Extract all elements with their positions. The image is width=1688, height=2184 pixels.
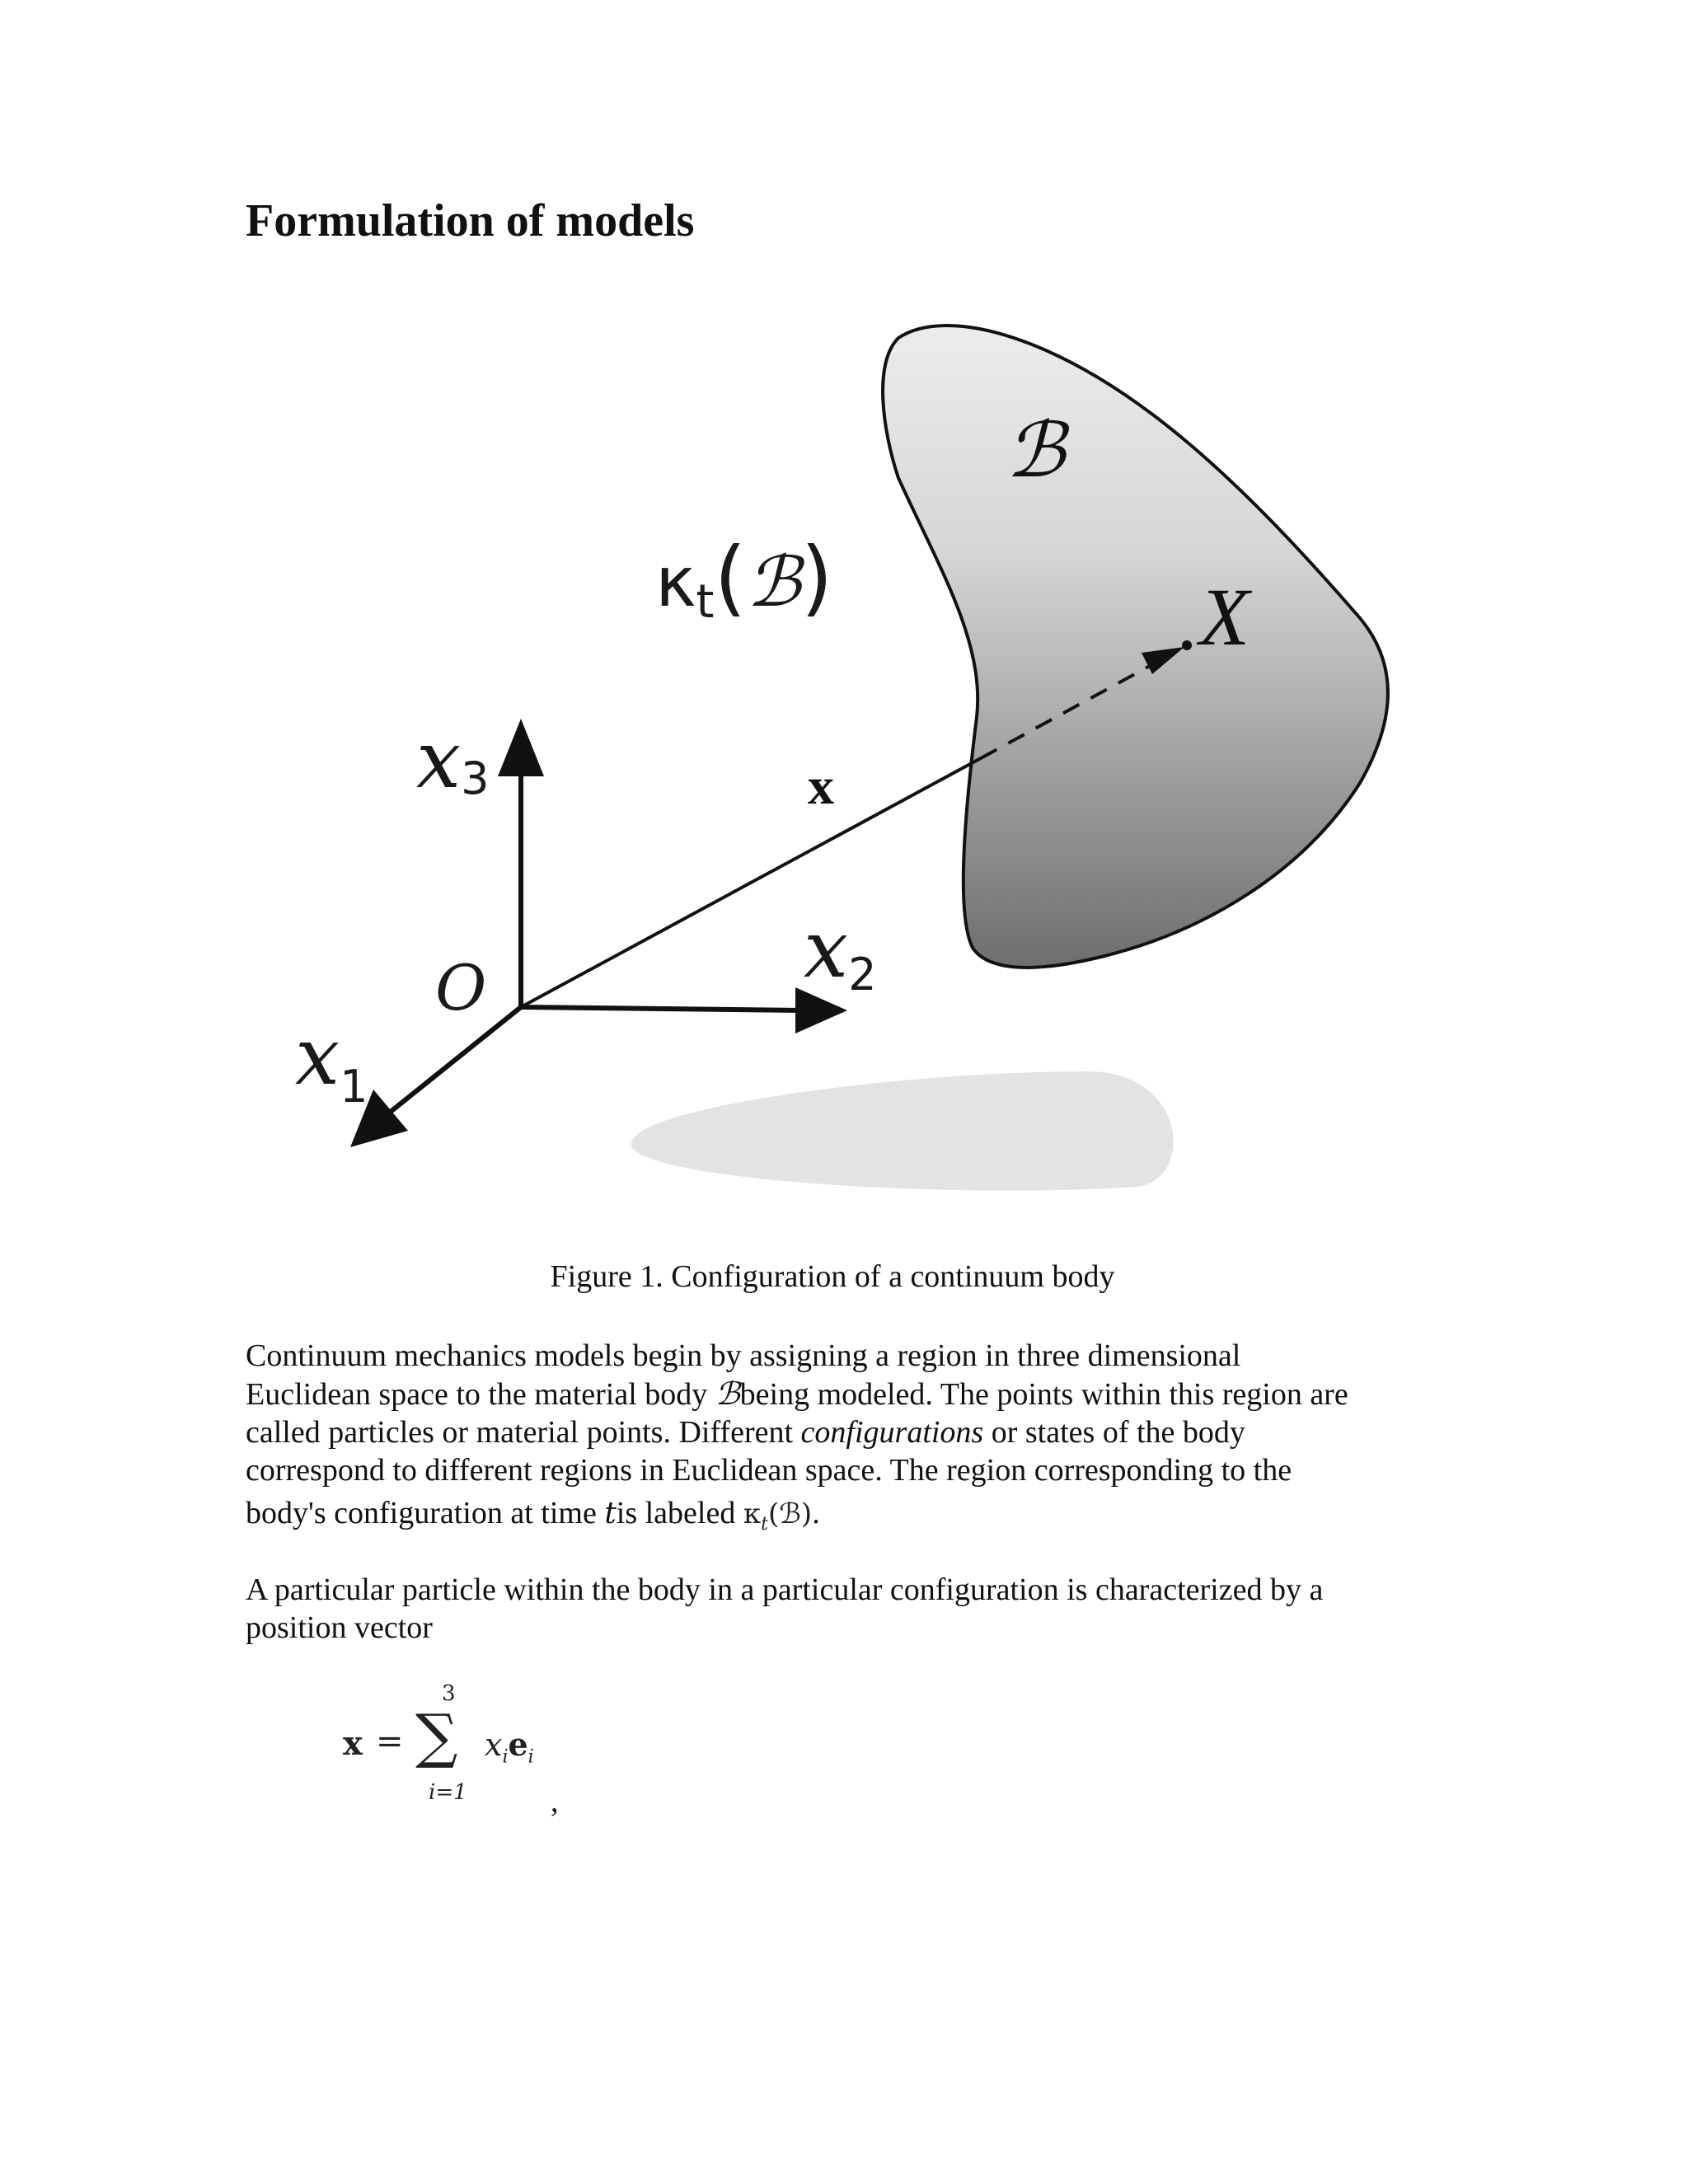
configuration-open-paren: ( [714,529,747,626]
body-symbol: ℬ [715,1376,740,1412]
point-label: X [1199,571,1250,663]
equation-term [485,1726,534,1768]
text-run: being modeled. The points within this region are [739,1377,1348,1412]
axis-x1-name: x [295,1010,340,1103]
axis-x1-sub: 1 [340,1061,368,1113]
position-vector-equation [340,1681,603,1821]
paragraph-line [246,1375,1465,1413]
term-e-sub: i [528,1746,534,1768]
paragraph-line: correspond to different regions in Euclidean space. The region corresponding to the [246,1453,1292,1488]
paragraph-line: A particular particle within the body in a particular configuration is characterized by a [246,1572,1324,1607]
paragraph-configurations [246,1337,1465,1544]
configuration-arg: ℬ [746,541,801,622]
kappa-argument: (ℬ) [767,1497,813,1530]
equation-equals: = [376,1722,404,1760]
text-run: called particles or material points. Different [246,1415,801,1450]
paragraph-line: Continuum mechanics models begin by assigning a region in three dimensional [246,1338,1241,1373]
body-shadow [631,1071,1174,1191]
text-run: body's configuration at time [246,1496,605,1530]
figure-caption: Figure 1. Configuration of a continuum body [550,1259,1115,1294]
origin-label: O [435,951,487,1024]
configuration-symbol [743,1497,813,1535]
sum-upper-limit: 3 [442,1681,456,1706]
term-x: x [485,1727,503,1763]
page-title: Formulation of models [246,195,695,246]
configuration-label [655,529,833,629]
configuration-kappa: κ [655,541,696,622]
axis-x2-sub: 2 [848,949,877,1001]
term-x-sub: i [502,1746,509,1768]
equation-comma: , [551,1784,559,1819]
text-run: Euclidean space to the material body [246,1377,715,1412]
text-run: is labeled [616,1496,743,1530]
paragraph-line [246,1413,1465,1451]
sum-lower-limit: i=1 [429,1780,467,1805]
sum-symbol: ∑ [415,1701,458,1770]
term-e: e [508,1726,528,1763]
emphasis-configurations: configurations [800,1415,984,1450]
axis-x2-name: x [804,903,849,996]
axis-x2-line [521,1007,804,1010]
configuration-close-paren: ) [800,529,833,626]
axis-x3-arrowhead [498,719,544,776]
material-body-shape [883,326,1388,968]
paragraph-line [246,1494,1465,1544]
axis-x3-sub: 3 [461,752,490,804]
body-label: ℬ [1006,406,1066,494]
paragraph-line: position vector [246,1610,433,1645]
axis-x3-name: x [416,714,462,806]
equation-lhs: x [343,1724,363,1763]
text-run: . [812,1496,820,1530]
time-symbol: t [604,1497,617,1530]
particle-point [1182,640,1192,650]
axis-x1-label [295,1010,368,1113]
position-vector-line [521,758,981,1007]
configuration-sub: t [696,575,715,629]
text-run: or states of the body [983,1415,1245,1450]
axis-x2-label [804,903,877,1001]
kappa-subscript: t [761,1513,768,1535]
kappa-glyph: κ [743,1497,762,1530]
vector-label: x [808,757,834,815]
paragraph-position-vector [246,1571,1465,1647]
axis-x3-label [416,714,490,806]
